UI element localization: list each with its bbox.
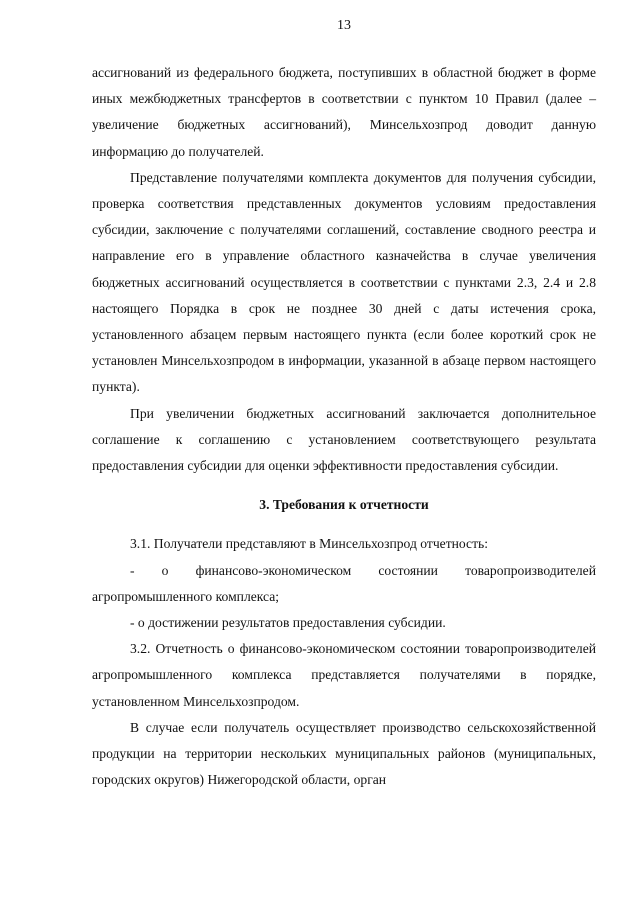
paragraph-documents-submission: Представление получателями комплекта документов для получения субсидии, проверка соответствия представленных документов условиям предоставления субсидии, заключение с получателями соглашений, составление сводного реестра и направление его в управление областного казначейства в случае увеличения бюджетных ассигнований осуществляется в соответствии с пунктами 2.3, 2.4 и 2.8 настоящего Порядка в срок не позднее 30 дней с даты истечения срока, установленного абзацем первым настоящего пункта (если более короткий срок не установлен Минсельхозпродом в информации, указанной в абзаце первом настоящего пункта). [92, 169, 596, 395]
list-item-financial-report: - о финансово-экономическом состоянии товаропроизводителей агропромышленного комплекса; [92, 562, 596, 604]
paragraph-3-1: 3.1. Получатели представляют в Минсельхозпрод отчетность: [130, 536, 488, 552]
document-body [92, 60, 596, 793]
page-number: 13 [337, 18, 351, 33]
paragraph-additional-agreement: При увеличении бюджетных ассигнований заключается дополнительное соглашение к соглашению с установлением соответствующего результата предоставления субсидии для оценки эффективности предоставления субсидии. [92, 405, 596, 474]
paragraph-multiple-districts: В случае если получатель осуществляет производство сельскохозяйственной продукции на территории нескольких муниципальных районов (муниципальных, городских округов) Нижегородской области, орган [92, 719, 596, 788]
paragraph-continued: ассигнований из федерального бюджета, поступивших в областной бюджет в форме иных межбюджетных трансфертов в соответствии с пунктом 10 Правил (далее – увеличение бюджетных ассигнований), Минсельхозпрод доводит данную информацию до получателей. [92, 65, 596, 159]
section-heading: 3. Требования к отчетности [259, 497, 429, 513]
paragraph-3-2: 3.2. Отчетность о финансово-экономическом состоянии товаропроизводителей агропромышленного комплекса представляется получателями в порядке, установленном Минсельхозпродом. [92, 641, 596, 709]
list-item-results-report: - о достижении результатов предоставления субсидии. [130, 615, 446, 631]
